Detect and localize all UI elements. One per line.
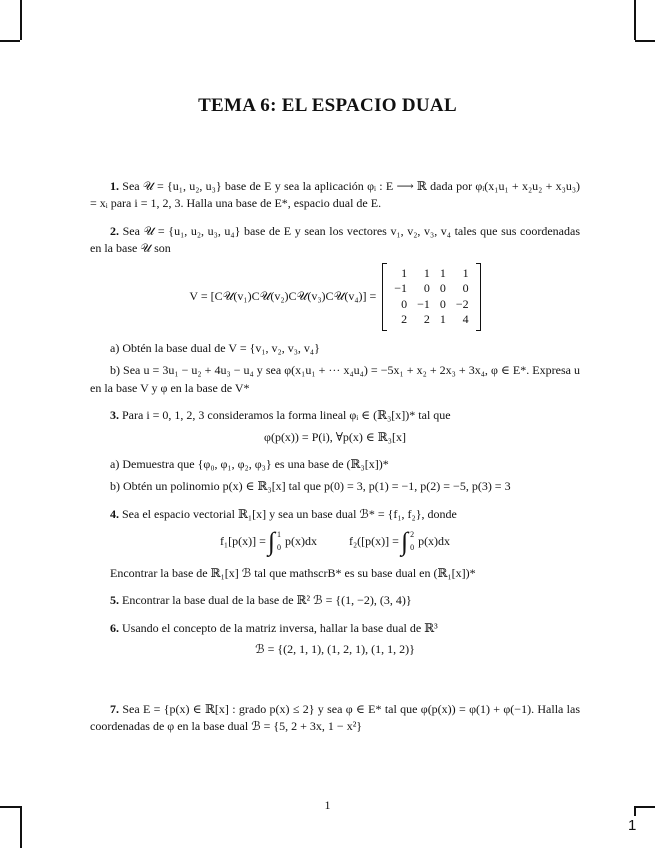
matrix-row [389,312,473,328]
exercise-6 [90,620,580,637]
f2-lhs: f₂([p(x)] = [349,534,399,549]
exercise-number: 6. [110,620,119,635]
exercise-number: 3. [110,408,119,423]
matrix-cell: 0 [439,281,446,296]
crop-mark-tr-h [635,40,655,42]
exercise-list [90,178,580,745]
page-number: 1 [324,798,331,812]
exercise-5 [90,592,580,609]
matrix-cell: 0 [462,281,469,296]
integral-sign: ∫ [267,527,275,557]
upper-limit: 2 [410,530,415,540]
matrix-cell: 0 [401,296,408,311]
matrix-cell: 1 [401,265,408,280]
exercise-4 [90,506,580,523]
matrix-lhs: V = [C𝒰(v₁)C𝒰(v₂)C𝒰(v₃)C𝒰(v₄)] = [189,289,377,304]
crop-mark-tr-v [634,0,636,40]
matrix-cell: −1 [417,296,430,311]
exercise-3-equation: φ(p(x)) = P(i), ∀p(x) ∈ ℝ₃[x] [264,429,406,444]
upper-limit: 1 [277,530,281,540]
f1-lhs: f₁[p(x)] = [219,534,266,549]
integral-definitions [90,529,580,555]
exercise-1 [90,178,580,213]
exercise-2-part-a: a) Obtén la base dual de V = {v₁, v₂, v₃, v₄} [110,340,320,355]
integral-limits [410,529,414,555]
exercise-text: Sea el espacio vectorial ℝ₁[x] y sea un base dual ℬ* = {f₁, f₂}, donde [122,506,457,521]
exercise-2-part-b: b) Sea u = 3u₁ − u₂ + 4u₃ − u₄ y sea φ(x₁u₁ + ··· x₄u₄) = −5x₁ + x₂ + 2x₃ + 3x₄, φ ∈ E*. Expresa u en la base V y φ en la base de V* [90,363,580,395]
integral-limits [277,529,281,555]
page-title: TEMA 6: EL ESPACIO DUAL [198,95,457,116]
matrix-cell: −2 [455,296,469,311]
matrix-cell: 0 [439,296,446,311]
exercise-number: 2. [110,223,119,238]
integrand: p(x)dx [418,534,451,549]
coordinate-matrix-equation [90,264,580,330]
exercise-3-part-b: b) Obtén un polinomio p(x) ∈ ℝ₃[x] tal que p(0) = 3, p(1) = −1, p(2) = −5, p(3) = 3 [110,479,511,494]
exercise-number: 7. [110,701,119,716]
matrix-cell: 2 [401,312,408,327]
corner-page-indicator: 1 [628,817,637,834]
matrix-cell: 4 [462,312,469,327]
exercise-number: 5. [110,593,119,608]
exercise-text: Sea 𝒰 = {u₁, u₂, u₃} base de E y sea la aplicación φᵢ : E ⟶ ℝ dada por φᵢ(x₁u₁ + x₂u₂ + x₃u₃) = xᵢ para i = 1, 2, 3. Halla una base de E*, espacio dual de E. [90,179,580,211]
coordinate-matrix [382,264,480,330]
integral-sign: ∫ [400,527,409,557]
exercise-3-part-a: a) Demuestra que {φ₀, φ₁, φ₂, φ₃} es una base de (ℝ₃[x])* [110,456,389,471]
exercise-text: Sea E = {p(x) ∈ ℝ[x] : grado p(x) ≤ 2} y sea φ ∈ E* tal que φ(p(x)) = φ(1) + φ(−1). Halla las coordenadas de φ en la base dual ℬ = {5, 2 + 3x, 1 − x²} [90,701,581,734]
exercise-3 [90,407,580,424]
matrix-cell: 0 [423,281,430,296]
f1-definition [220,529,317,555]
exercise-text: Encontrar la base dual de la base de ℝ² ℬ = {(1, −2), (3, 4)} [122,593,412,608]
matrix-cell: 1 [439,312,446,327]
exercise-number: 4. [110,506,119,521]
integrand: p(x)dx [285,534,317,549]
crop-mark-tl-h [0,40,20,42]
matrix-cell: 1 [462,265,469,280]
matrix-row [389,266,473,282]
crop-mark-tl-v [20,0,22,40]
exercise-text: Usando el concepto de la matriz inversa, hallar la base dual de ℝ³ [122,620,438,635]
lower-limit: 0 [277,543,281,553]
exercise-6-equation: ℬ = {(2, 1, 1), (1, 2, 1), (1, 1, 2)} [255,642,415,657]
exercise-4-statement: Encontrar la base de ℝ₁[x] ℬ tal que mathscrB* es su base dual en (ℝ₁[x])* [110,566,476,581]
matrix-cell: 2 [423,312,430,327]
lower-limit: 0 [410,543,415,553]
matrix-cell: 1 [439,265,446,280]
f2-definition [349,529,450,555]
exercise-text: Para i = 0, 1, 2, 3 consideramos la forma lineal φᵢ ∈ (ℝ₃[x])* tal que [122,408,451,423]
matrix-row [389,281,473,297]
exercise-7 [90,701,580,736]
exercise-2 [90,223,580,258]
exercise-number: 1. [110,179,119,193]
matrix-cell: 1 [423,265,430,280]
matrix-row [389,297,473,313]
matrix-cell: −1 [394,281,408,296]
exercise-text: Sea 𝒰 = {u₁, u₂, u₃, u₄} base de E y sean los vectores v₁, v₂, v₃, v₄ tales que sus coordenadas en la base 𝒰 son [90,223,581,256]
